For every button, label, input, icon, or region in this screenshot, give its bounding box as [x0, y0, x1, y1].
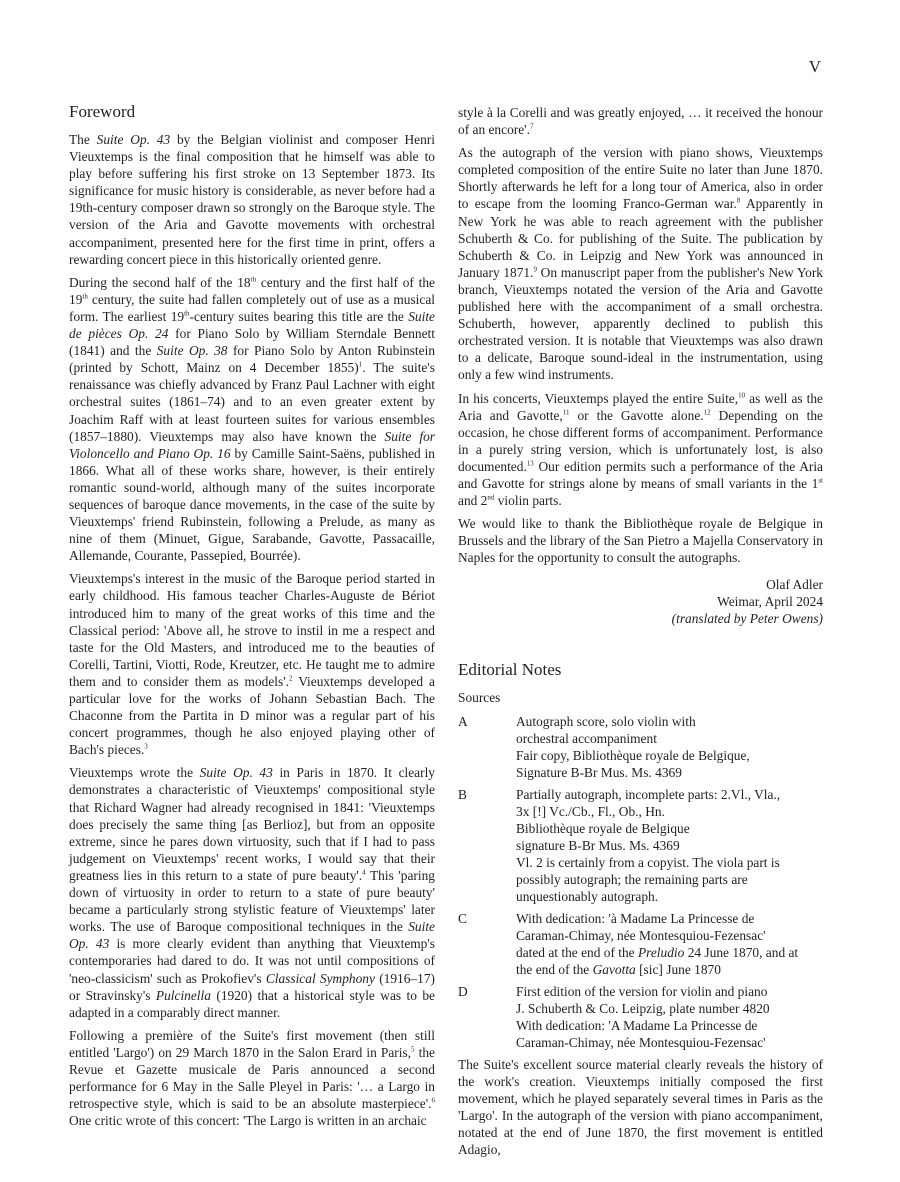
source-line: Partially autograph, incomplete parts: 2.Vl., Vla., — [516, 786, 781, 802]
source-line: Fair copy, Bibliothèque royale de Belgique, — [516, 747, 750, 763]
source-entry — [458, 910, 823, 978]
source-line: With dedication: 'à Madame La Princesse de — [516, 910, 755, 926]
place-date: Weimar, April 2024 — [717, 594, 823, 610]
source-line: signature B-Br Mus. Ms. 4369 — [516, 837, 680, 853]
foreword-continued — [458, 104, 823, 566]
source-line: Vl. 2 is certainly from a copyist. The viola part is — [516, 854, 780, 870]
source-line: Bibliothèque royale de Belgique — [516, 820, 690, 836]
source-description — [516, 983, 823, 1051]
source-line: possibly autograph; the remaining parts are — [516, 871, 748, 887]
source-line: First edition of the version for violin and piano — [516, 983, 768, 999]
source-key: B — [458, 786, 467, 802]
foreword-body — [69, 131, 435, 1129]
paragraph: style à la Corelli and was greatly enjoyed, … it received the honour of an encore'.$^7$ — [458, 105, 823, 138]
source-key: A — [458, 713, 468, 729]
source-entry — [458, 786, 823, 905]
editorial-notes-heading: Editorial Notes — [458, 660, 562, 680]
source-entry — [458, 983, 823, 1051]
source-line: dated at the end of the Preludio 24 June 1870, and at — [516, 944, 799, 960]
source-line: With dedication: 'A Madame La Princesse de — [516, 1017, 758, 1033]
author-name: Olaf Adler — [766, 577, 823, 593]
paragraph: In his concerts, Vieuxtemps played the entire Suite,$^{10}$ as well as the Aria and Gavotte,$^{11}$ or the Gavotte alone.$^{12}$ Depending on the occasion, he chose different forms of accompaniment. Performance in a purely string version, which is unfortunately lost, is also documented.$^{13}$ Our edition permits such a performance of the Aria and Gavotte for strings alone by means of small variants in the 1st and 2nd violin parts. — [458, 390, 824, 509]
left-column — [69, 102, 435, 1135]
source-line: Autograph score, solo violin with — [516, 713, 696, 729]
paragraph: Following a première of the Suite's first movement (then still entitled 'Largo') on 29 March 1870 in the Salon Erard in Paris,$^5$ the Revue et Gazette musicale de Paris announced a second performance for 6 May in the Salle Pleyel in Paris: '… a Largo in retrospective style, which is said to be an absolute masterpiece'.$^6$ One critic wrote of this concert: 'The Largo is written in an archaic — [69, 1027, 435, 1129]
paragraph: Vieuxtemps's interest in the music of the Baroque period started in early childhood. His famous teacher Charles-Auguste de Bériot introduced him to many of the great works of this time and the Classical period: 'Above all, he strove to instil in me a respect and taste for the Old Masters, and introduced me to the beauties of Corelli, Tartini, Viotti, Rode, Kreutzer, etc. He taught me to admire them and to consider them as models'.$^2$ Vieuxtemps developed a particular love for the works of Johann Sebastian Bach. The Chaconne from the Partita in D minor was a regular part of his concert programmes, though he also enjoyed playing other of Bach's pieces.$^3$ — [69, 571, 435, 758]
source-description — [516, 713, 823, 781]
source-description — [516, 910, 823, 978]
paragraph: The Suite Op. 43 by the Belgian violinist and composer Henri Vieuxtemps is the final composition that he himself was able to play before suffering his first stroke on 13 September 1873. Its significance for music history is considerable, as never before had a 19th-century composer drawn so strongly on the Baroque style. The version of the Aria and Gavotte movements with orchestral accompaniment, presented here for the first time in print, offers a rewarding concert piece in this historically oriented genre. — [69, 132, 435, 267]
paragraph: We would like to thank the Bibliothèque royale de Belgique in Brussels and the library of the San Pietro a Majella Conservatory in Naples for the opportunity to consult the autographs. — [458, 516, 823, 566]
page-number: V — [808, 57, 821, 76]
source-line: Caraman-Chimay, née Montesquiou-Fezensac' — [516, 1034, 766, 1050]
signature-block — [458, 576, 823, 627]
paragraph: Vieuxtemps wrote the Suite Op. 43 in Paris in 1870. It clearly demonstrates a characteristic of Vieuxtemps' compositional style that Richard Wagner had already recognised in 1841: 'Vieuxtemps does precisely the same thing [as Berlioz], but from an opposite extreme, since he pares down virtuosity, such that if I had to pass judgement on Vieuxtemps' recent works, I would say that their greatness lies in this return to a state of pure beauty'.$^4$ This 'paring down of virtuosity in order to return to a state of pure beauty' became a particularly strong stylistic feature of Vieuxtemps' later works. The use of Baroque compositional techniques in the Suite Op. 43 is more clearly evident than anything that Vieuxtemp's contemporaries had dared to do. It was not until compositions of 'neo-classicism' such as Prokofiev's Classical Symphony (1916–17) or Stravinsky's Pulcinella (1920) that a historical style was to be adapted in a comparably direct manner. — [69, 765, 436, 1020]
paragraph: During the second half of the 18th century and the first half of the 19th century, the suite had fallen completely out of use as a musical form. The earliest 19th-century suites bearing this title are the Suite de pièces Op. 24 for Piano Solo by William Sterndale Bennett (1841) and the Suite Op. 38 for Piano Solo by Anton Rubinstein (printed by Schott, Mainz on 4 December 1855)$^1$. The suite's renaissance was chiefly advanced by Franz Paul Lachner with eight orchestral suites (1861–74) and to an even greater extent by Joachim Raff with at least fourteen suites for various ensembles (1857–1880). Vieuxtemps may also have known the Suite for Violoncello and Piano Op. 16 by Camille Saint-Saëns, published in 1866. What all of these works share, however, is their entirely romantic sound-world, although many of the suites incorporate sequences of baroque dance movements, in the case of the suite by Vieuxtemps' friend Rubinstein, following a Prelude, as many as nine of them (Minuet, Gigue, Sarabande, Gavotte, Passacaille, Allemande, Courante, Passepied, Bourrée). — [69, 274, 436, 564]
source-line: Signature B-Br Mus. Ms. 4369 — [516, 764, 682, 780]
source-line: J. Schuberth & Co. Leipzig, plate number 4820 — [516, 1000, 770, 1016]
source-key: C — [458, 910, 467, 926]
source-line: Caraman-Chimay, née Montesquiou-Fezensac' — [516, 927, 766, 943]
source-line: orchestral accompaniment — [516, 730, 657, 746]
right-column — [458, 104, 823, 1164]
source-line: unquestionably autograph. — [516, 888, 659, 904]
translator-credit: (translated by Peter Owens) — [671, 611, 823, 627]
paragraph: As the autograph of the version with piano shows, Vieuxtemps completed composition of the entire Suite no later than June 1870. Shortly afterwards he left for a long tour of America, also in order to escape from the looming Franco-German war.$^8$ Apparently in New York he was able to reach agreement with the publisher Schuberth & Co. for publishing of the Suite. The publication by Schuberth & Co. in Leipzig and New York was announced in January 1871.$^9$ On manuscript paper from the publisher's New York branch, Vieuxtemps notated the version of the Aria and Gavotte published here with the accompaniment of a small orchestra. Schuberth, however, apparently declined to publish this orchestrated version. It is notable that Vieuxtemps was also drawn to a delicate, Baroque sound-ideal in the instrumentation, using only a few wind instruments. — [458, 145, 824, 383]
source-line: 3x [!] Vc./Cb., Fl., Ob., Hn. — [516, 803, 665, 819]
source-line: the end of the Gavotta [sic] June 1870 — [516, 961, 721, 977]
source-entry — [458, 713, 823, 781]
source-description — [516, 786, 823, 905]
closing-paragraph — [458, 1056, 823, 1159]
source-key: D — [458, 983, 468, 999]
foreword-heading: Foreword — [69, 102, 136, 121]
paragraph: The Suite's excellent source material clearly reveals the history of the work's creation. Vieuxtemps initially composed the first movement, which he played separately several times in Paris as the 'Largo'. In the autograph of the version with piano accompaniment, notated at the end of June 1870, the first movement is entitled Adagio, — [458, 1056, 823, 1157]
sources-list — [458, 713, 823, 1051]
sources-label: Sources — [458, 690, 501, 706]
